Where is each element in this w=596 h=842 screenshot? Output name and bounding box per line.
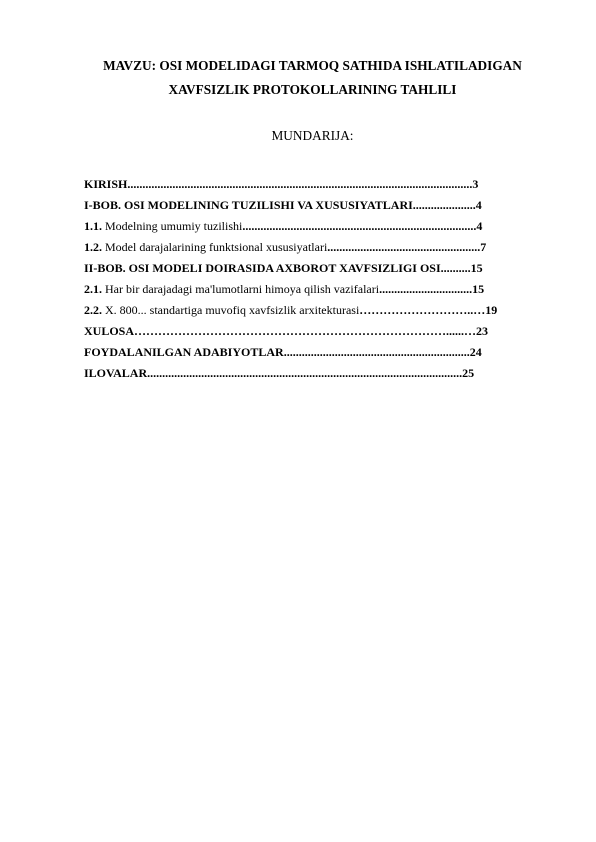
- toc-entry-text: KIRISH: [84, 177, 128, 191]
- toc-entry-page: 4: [475, 198, 482, 212]
- toc-entry-page: 15: [470, 261, 483, 275]
- toc-entry-ilovalar: [84, 366, 564, 387]
- toc-entry-text: FOYDALANILGAN ADABIYOTLAR: [84, 345, 284, 359]
- toc-entry-page: 19: [485, 303, 498, 317]
- toc-entry-kirish: [84, 177, 564, 198]
- toc-entry-text: Model darajalarining funktsional xususiyatlari: [102, 240, 328, 254]
- toc-entry-number: 1.2.: [84, 240, 102, 254]
- toc-entry-number: 1.1.: [84, 219, 102, 233]
- toc-entry-page: 15: [472, 282, 485, 296]
- toc-entry-text: I-BOB. OSI MODELINING TUZILISHI VA XUSUSIYATLARI: [84, 198, 413, 212]
- toc-entry-leader: ..............................................................: [283, 345, 470, 359]
- toc-entry-text: Har bir darajadagi ma'lumotlarni himoya qilish vazifalari: [102, 282, 380, 296]
- toc-entry-number: 2.2.: [84, 303, 102, 317]
- toc-entry-page: 25: [462, 366, 475, 380]
- toc-entry-leader: ...............................: [379, 282, 473, 296]
- toc-entry-page: 24: [469, 345, 482, 359]
- toc-entry-2-1: [84, 282, 564, 303]
- toc-entry-xulosa: [84, 324, 564, 345]
- toc-entry-text: Modelning umumiy tuzilishi: [102, 219, 243, 233]
- toc-entry-leader: .....................: [412, 198, 476, 212]
- toc-entry-page: 4: [476, 219, 483, 233]
- toc-entry-page: 7: [480, 240, 487, 254]
- document-title-line-2: XAVFSIZLIK PROTOKOLLARINING TAHLILI: [168, 82, 457, 97]
- toc-entry-page: 23: [476, 324, 489, 338]
- toc-entry-leader: ……………………………………………………………………......…: [134, 324, 477, 338]
- toc-entry-number: 2.1.: [84, 282, 102, 296]
- toc-entry-leader: ………………………..…: [359, 303, 486, 317]
- toc-entry-text: XULOSA: [84, 324, 135, 338]
- document-title-line-1: MAVZU: OSI MODELIDAGI TARMOQ SATHIDA ISHLATILADIGAN: [103, 58, 522, 73]
- toc-entry-text: II-BOB. OSI MODELI DOIRASIDA AXBOROT XAVFSIZLIGI OSI: [84, 261, 441, 275]
- toc-entry-2-2: [84, 303, 564, 324]
- toc-entry-text: ILOVALAR: [84, 366, 148, 380]
- toc-entry-chapter-1: [84, 198, 564, 219]
- toc-entry-leader: .........................................................................................................: [147, 366, 463, 380]
- toc-entry-1-1: [84, 219, 564, 240]
- toc-entry-leader: ..........: [440, 261, 471, 275]
- toc-entry-leader: ..............................................................................: [242, 219, 477, 233]
- toc-entry-1-2: [84, 240, 564, 261]
- contents-heading: MUNDARIJA:: [271, 128, 354, 143]
- toc-entry-leader: ...................................................: [327, 240, 481, 254]
- toc-entry-text: X. 800... standartiga muvofiq xavfsizlik arxitekturasi: [102, 303, 360, 317]
- toc-entry-page: 3: [472, 177, 479, 191]
- toc-entry-chapter-2: [84, 261, 564, 282]
- toc-entry-leader: ...................................................................................................................: [127, 177, 473, 191]
- toc-entry-adabiyotlar: [84, 345, 564, 366]
- table-of-contents: [84, 177, 564, 387]
